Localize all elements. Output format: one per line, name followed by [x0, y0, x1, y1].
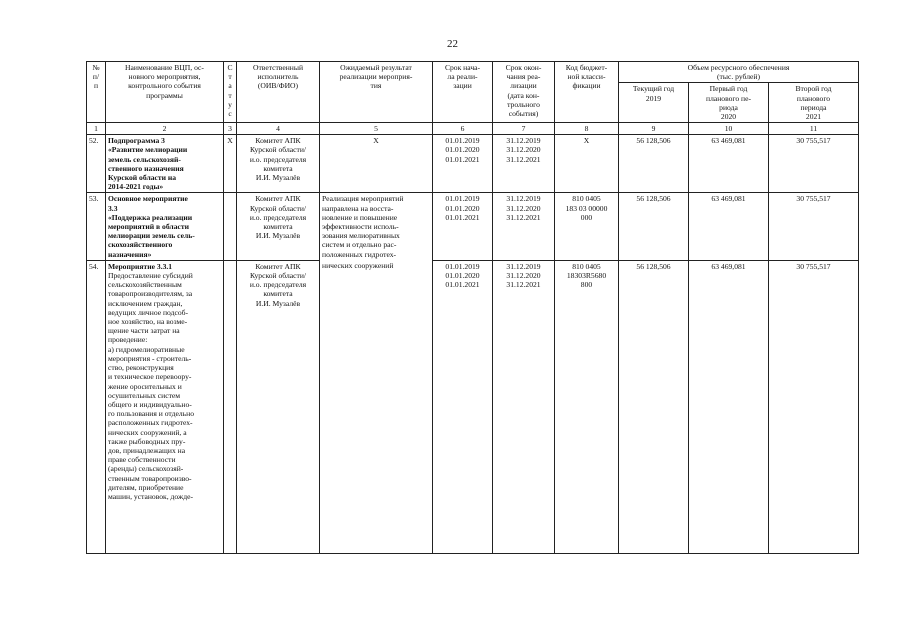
column-number: 2 — [106, 123, 224, 135]
column-number: 11 — [769, 123, 859, 135]
header-name: Наименование ВЦП, ос- новного мероприятия, контрольного события программы — [106, 62, 224, 123]
status-header-letter: т — [228, 90, 232, 100]
row-value-2021: 30 755,517 — [769, 260, 859, 553]
header-row — [87, 62, 859, 83]
row-end-date: 31.12.2019 31.12.2020 31.12.2021 — [493, 135, 555, 193]
row-responsible: Комитет АПК Курской области/ и.о. председателя комитета И.И. Музалёв — [237, 260, 320, 553]
column-number: 9 — [619, 123, 689, 135]
row-budget-code: 810 0405 183 03 00000 000 — [555, 193, 619, 260]
row-name: Основное мероприятие 3.3 «Поддержка реализации мероприятий в области мелиорации земель сель- скохозяйственного назначения» — [106, 193, 224, 260]
header-start: Срок нача- ла реали- зации — [433, 62, 493, 123]
row-value-2021: 30 755,517 — [769, 193, 859, 260]
page-number: 22 — [447, 38, 458, 50]
row-number: 54. — [87, 260, 106, 553]
column-number: 7 — [493, 123, 555, 135]
row-end-date: 31.12.2019 31.12.2020 31.12.2021 — [493, 260, 555, 553]
status-header-letter: т — [228, 72, 232, 82]
row-expected: Реализация мероприятий направлена на восста- новление и повышение эффективности исполь- зования мелиоративных систем и отдельно рас- положенных гидротех- — [320, 193, 433, 260]
row-status — [224, 193, 237, 260]
column-number-row — [87, 123, 859, 135]
column-number: 8 — [555, 123, 619, 135]
row-value-2020: 63 469,081 — [689, 135, 769, 193]
row-name: Подпрограмма 3 «Развитие мелиорации земель сельскохозяй- ственного назначения Курской области на 2014-2021 годы» — [106, 135, 224, 193]
row-start-date: 01.01.2019 01.01.2020 01.01.2021 — [433, 135, 493, 193]
header-end: Срок окон- чания реа- лизации (дата кон- трольного события) — [493, 62, 555, 123]
row-value-2020: 63 469,081 — [689, 260, 769, 553]
table-row — [87, 260, 859, 553]
row-name-cell — [106, 260, 224, 553]
row-status: Х — [224, 135, 237, 193]
row-name: Предоставление субсидий сельскохозяйственным товаропроизводителям, за исключением граждан, ведущих личное подсоб- ное хозяйство, на возме- щение части затрат на проведение: а) гидромелиоративные мероприятия - строитель- ство, реконструкция и техническое перевоору- жение оросительных и осушительных систем общего и индивидуально- го пользования и отдельно расположенных гидротех- нических сооружений, а также рыбоводных пру- дов, принадлежащих на праве собственности (аренды) сельскохозяй- ственным товаропроизво- дителям, приобретение машин, установок, дожде- — [108, 271, 194, 501]
column-number: 10 — [689, 123, 769, 135]
row-name-title: Мероприятие 3.3.1 — [108, 261, 173, 271]
column-number: 5 — [320, 123, 433, 135]
row-value-2020: 63 469,081 — [689, 193, 769, 260]
row-responsible: Комитет АПК Курской области/ и.о. председателя комитета И.И. Музалёв — [237, 135, 320, 193]
status-header-letter: С — [227, 63, 233, 72]
header-num: № п/ п — [87, 62, 106, 123]
header-status — [224, 62, 237, 123]
header-expected: Ожидаемый результат реализации мероприя- тия — [320, 62, 433, 123]
header-first-year: Первый год планового пе- риода 2020 — [689, 83, 769, 123]
row-value-2019: 56 128,506 — [619, 135, 689, 193]
row-budget-code: 810 0405 18303R5680 800 — [555, 260, 619, 553]
row-start-date: 01.01.2019 01.01.2020 01.01.2021 — [433, 193, 493, 260]
status-header-letter: с — [228, 109, 232, 119]
header-second-year: Второй год планового периода 2021 — [769, 83, 859, 123]
row-status — [224, 260, 237, 553]
status-header-letter: у — [228, 99, 232, 109]
row-value-2019: 56 128,506 — [619, 260, 689, 553]
header-current-year: Текущий год 2019 — [619, 83, 689, 123]
column-number: 1 — [87, 123, 106, 135]
status-header-letter: а — [228, 81, 232, 91]
program-table — [86, 61, 859, 554]
header-responsible: Ответственный исполнитель (ОИВ/ФИО) — [237, 62, 320, 123]
table-row — [87, 135, 859, 193]
row-budget-code: Х — [555, 135, 619, 193]
row-expected: нических сооружений — [320, 260, 433, 553]
row-value-2019: 56 128,506 — [619, 193, 689, 260]
table-row — [87, 193, 859, 260]
column-number: 6 — [433, 123, 493, 135]
row-value-2021: 30 755,517 — [769, 135, 859, 193]
header-volume: Объем ресурсного обеспечения (тыс. рублей) — [619, 62, 859, 83]
row-start-date: 01.01.2019 01.01.2020 01.01.2021 — [433, 260, 493, 553]
column-number: 4 — [237, 123, 320, 135]
row-expected: Х — [320, 135, 433, 193]
column-number: 3 — [224, 123, 237, 135]
row-end-date: 31.12.2019 31.12.2020 31.12.2021 — [493, 193, 555, 260]
row-responsible: Комитет АПК Курской области/ и.о. председателя комитета И.И. Музалёв — [237, 193, 320, 260]
row-number: 53. — [87, 193, 106, 260]
header-budget-code: Код бюджет- ной класси- фикации — [555, 62, 619, 123]
row-number: 52. — [87, 135, 106, 193]
